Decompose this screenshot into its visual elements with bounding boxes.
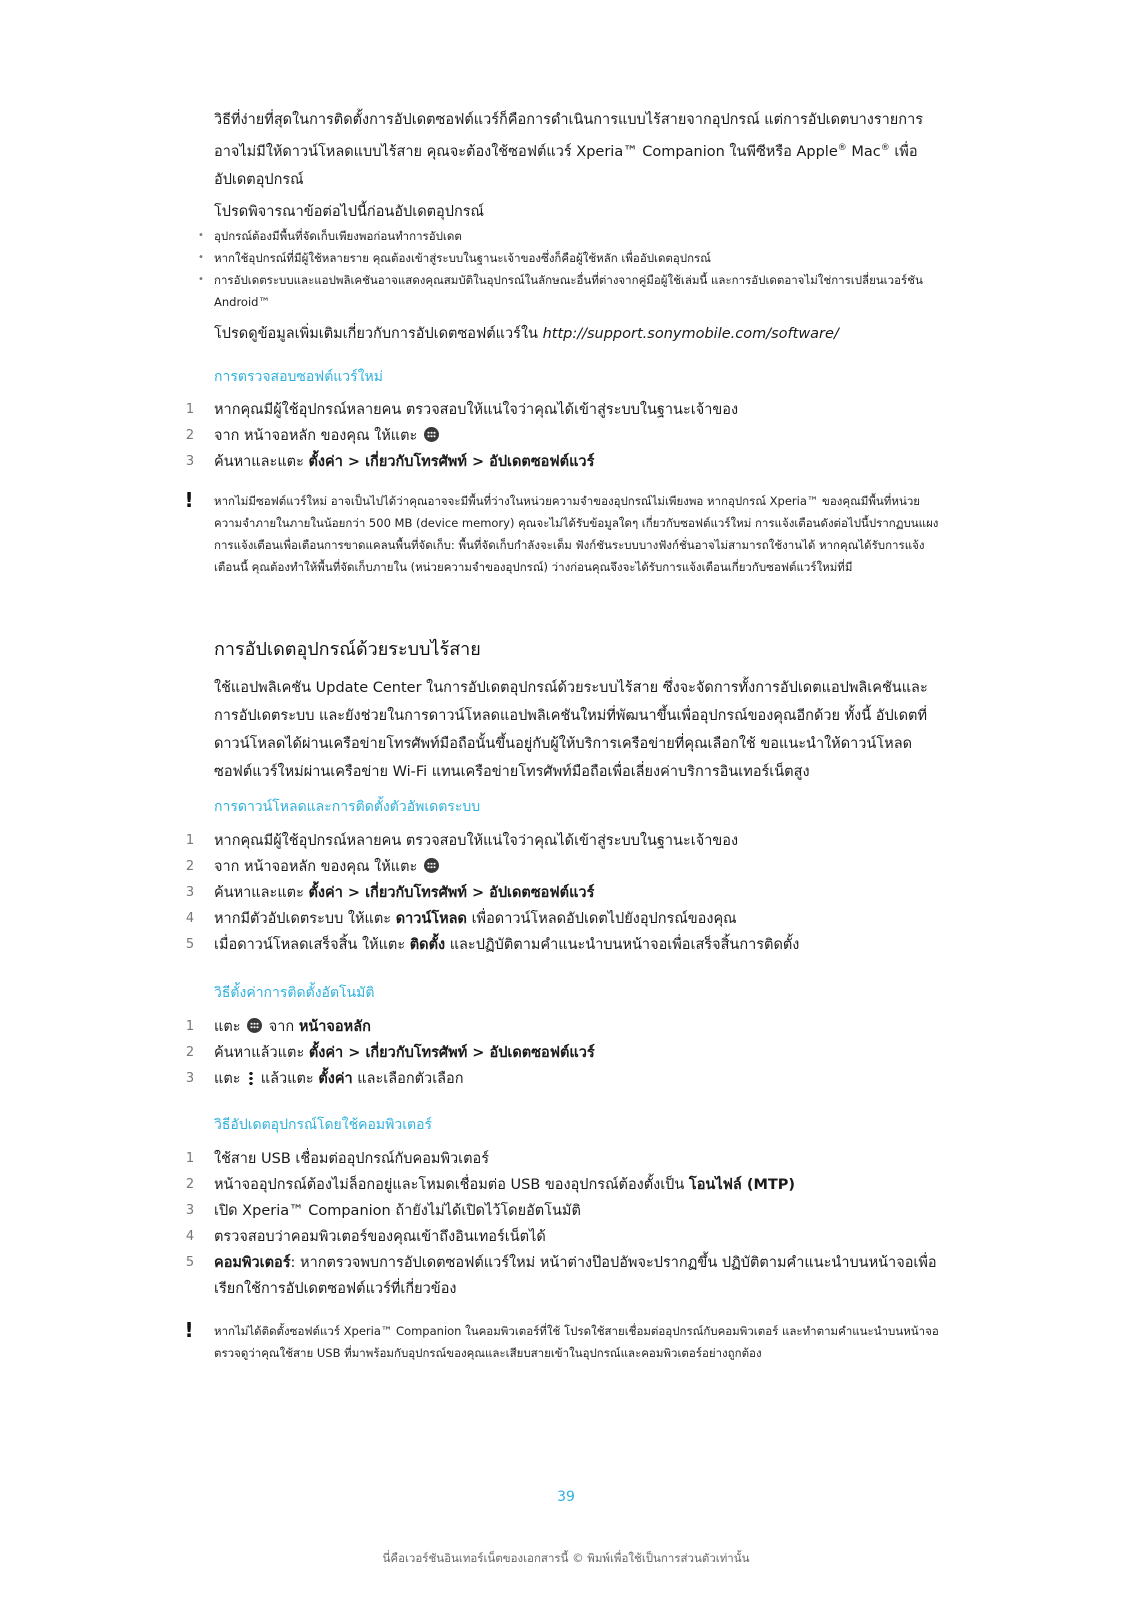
section-title-download: การดาวน์โหลดและการติดตั้งตัวอัพเดตระบบ [214,799,481,815]
intro-bullet-list [198,225,944,313]
list-item: 5 คอมพิวเตอร์: หากตรวจพบการอัปเดตซอฟต์แวร์ใหม่ หน้าต่างป๊อปอัพจะปรากฏขึ้น ปฏิบัติตามคำแนะนำบนหน้าจอเพื่อเรียกใช้การอัปเดตซอฟต์แวร์ที่เกี่ยวข้อง [185,1255,937,1297]
list-item: • อุปกรณ์ต้องมีพื้นที่จัดเก็บเพียงพอก่อนทำการอัปเดต [198,225,944,247]
list-item: 3 ค้นหาและแตะ ตั้งค่า > เกี่ยวกับโทรศัพท์ > อัปเดตซอฟต์แวร์ [185,885,595,901]
wireless-paragraph: ใช้แอปพลิเคชัน Update Center ในการอัปเดตอุปกรณ์ด้วยระบบไร้สาย ซึ่งจะจัดการทั้งการอัปเดตแอปพลิเคชันและการอัปเดตระบบ และยังช่วยในการดาวน์โหลดแอปพลิเคชันใหม่ที่พัฒนาขึ้นเพื่ออุปกรณ์ของคุณอีกด้วย ทั้งนี้ อัปเดตที่ดาวน์โหลดได้ผ่านเครือข่ายโทรศัพท์มือถือนั้นขึ้นอยู่กับผู้ให้บริการเครือข่ายที่คุณเลือกใช้ ขอแนะนำให้ดาวน์โหลดซอฟต์แวร์ใหม่ผ่านเครือข่าย Wi-Fi แทนเครือข่ายโทรศัพท์มือถือเพื่อเลี่ยงค่าบริการอินเทอร์เน็ตสูง [214,680,928,780]
list-item: 1 ใช้สาย USB เชื่อมต่ออุปกรณ์กับคอมพิวเตอร์ [185,1151,490,1167]
intro-paragraph [214,106,944,194]
page-number: 39 [557,1489,575,1505]
list-item: 2 จาก หน้าจอหลัก ของคุณ ให้แตะ [180,854,960,880]
auto-steps [180,1014,960,1092]
list-item: 5 เมื่อดาวน์โหลดเสร็จสิ้น ให้แตะ ติดตั้ง และปฏิบัติตามคำแนะนำบนหน้าจอเพื่อเสร็จสิ้นการติดตั้ง [185,937,800,953]
registered-mark: ® [880,143,890,153]
list-item: • หากใช้อุปกรณ์ที่มีผู้ใช้หลายราย คุณต้องเข้าสู่ระบบในฐานะเจ้าของซึ่งก็คือผู้ใช้หลัก เพื่ออัปเดตอุปกรณ์ [198,247,944,269]
registered-mark: ® [837,143,847,153]
intro-consider: โปรดพิจารณาข้อต่อไปนี้ก่อนอัปเดตอุปกรณ์ [214,204,484,220]
list-item: 1 หากคุณมีผู้ใช้อุปกรณ์หลายคน ตรวจสอบให้แน่ใจว่าคุณได้เข้าสู่ระบบในฐานะเจ้าของ [185,402,739,418]
list-item: 2 จาก หน้าจอหลัก ของคุณ ให้แตะ [180,423,960,449]
section-title-check: การตรวจสอบซอฟต์แวร์ใหม่ [214,369,383,385]
list-item: • การอัปเดตระบบและแอปพลิเคชันอาจแสดงคุณสมบัติในอุปกรณ์ในลักษณะอื่นที่ต่างจากคู่มือผู้ใช้เล่มนี้ และการอัปเดตอาจไม่ใช่การเปลี่ยนเวอร์ชัน Android™ [198,269,944,313]
check-steps [180,397,960,475]
intro-text-a: วิธีที่ง่ายที่สุดในการติดตั้งการอัปเดตซอฟต์แวร์ก็คือการดำเนินการแบบไร้สายจากอุปกรณ์ แต่การอัปเดตบางรายการอาจไม่มีให้ดาวน์โหลดแบบไร้สาย คุณจะต้องใช้ซอฟต์แวร์ Xperia™ Companion ในพีซีหรือ Apple [214,112,924,160]
more-menu-icon [248,1070,253,1086]
support-link[interactable]: http://support.sonymobile.com/software/ [542,326,839,342]
section-title-wireless: การอัปเดตอุปกรณ์ด้วยระบบไร้สาย [214,639,481,660]
exclamation-icon: ! [184,488,194,512]
list-item: 2 หน้าจออุปกรณ์ต้องไม่ล็อกอยู่และโหมดเชื่อมต่อ USB ของอุปกรณ์ต้องตั้งเป็น โอนไฟล์ (MTP) [185,1177,796,1193]
page-footer: นี่คือเวอร์ชันอินเทอร์เน็ตของเอกสารนี้ © พิมพ์เพื่อใช้เป็นการส่วนตัวเท่านั้น [382,1551,750,1565]
note-companion: ! หากไม่ได้ติดตั้งซอฟต์แวร์ Xperia™ Companion ในคอมพิวเตอร์ที่ใช้ โปรดใช้สายเชื่อมต่ออุปกรณ์กับคอมพิวเตอร์ และทำตามคำแนะนำบนหน้าจอ ตรวจดูว่าคุณใช้สาย USB ที่มาพร้อมกับอุปกรณ์ของคุณและเสียบสายเข้าในอุปกรณ์และคอมพิวเตอร์อย่างถูกต้อง [184,1318,939,1360]
list-item: 4 หากมีตัวอัปเดตระบบ ให้แตะ ดาวน์โหลด เพื่อดาวน์โหลดอัปเดตไปยังอุปกรณ์ของคุณ [185,911,737,927]
list-item: 3 เปิด Xperia™ Companion ถ้ายังไม่ได้เปิดไว้โดยอัตโนมัติ [185,1203,581,1219]
list-item: 3 แตะ แล้วแตะ ตั้งค่า และเลือกตัวเลือก [185,1071,464,1087]
list-item: 1 แตะ จาก หน้าจอหลัก [185,1019,371,1035]
note-storage: ! หากไม่มีซอฟต์แวร์ใหม่ อาจเป็นไปได้ว่าคุณอาจจะมีพื้นที่ว่างในหน่วยความจำของอุปกรณ์ไม่เพียงพอ หากอุปกรณ์ Xperia™ ของคุณมีพื้นที่หน่วยความจำภายในภายในน้อยกว่า 500 MB (device memory) คุณจะไม่ได้รับข้อมูลใดๆ เกี่ยวกับซอฟต์แวร์ใหม่ การแจ้งเตือนดังต่อไปนี้ปรากฏบนแผงการแจ้งเตือนเพื่อเตือนการขาดแคลนพื้นที่จัดเก็บ: พื้นที่จัดเก็บกำลังจะเต็ม ฟังก์ชันระบบบางฟังก์ชั่นอาจไม่สามารถใช้งานได้ หากคุณได้รับการแจ้งเตือนนี้ คุณต้องทำให้พื้นที่จัดเก็บภายใน (หน่วยความจำของอุปกรณ์) ว่างก่อนคุณจึงจะได้รับการแจ้งเตือนเกี่ยวกับซอฟต์แวร์ใหม่ที่มี [184,488,939,574]
list-item: 1 หากคุณมีผู้ใช้อุปกรณ์หลายคน ตรวจสอบให้แน่ใจว่าคุณได้เข้าสู่ระบบในฐานะเจ้าของ [185,833,739,849]
apps-icon [247,1018,262,1033]
apps-icon [424,427,439,442]
exclamation-icon: ! [184,1318,194,1342]
intro-text-b: Mac [846,143,881,160]
list-item: 2 ค้นหาแล้วแตะ ตั้งค่า > เกี่ยวกับโทรศัพท์ > อัปเดตซอฟต์แวร์ [185,1045,595,1061]
more-info-paragraph: โปรดดูข้อมูลเพิ่มเติมเกี่ยวกับการอัปเดตซอฟต์แวร์ใน http://support.sonymobile.com/software/ [214,326,839,342]
list-item: 4 ตรวจสอบว่าคอมพิวเตอร์ของคุณเข้าถึงอินเทอร์เน็ตได้ [185,1229,546,1245]
section-title-computer: วิธีอัปเดตอุปกรณ์โดยใช้คอมพิวเตอร์ [214,1117,432,1133]
intro-text-c: เพื่ออัปเดตอุปกรณ์ [214,143,918,188]
list-item: 3 ค้นหาและแตะ ตั้งค่า > เกี่ยวกับโทรศัพท์ > อัปเดตซอฟต์แวร์ [185,454,595,470]
section-title-auto: วิธีตั้งค่าการติดตั้งอัตโนมัติ [214,985,375,1001]
apps-icon [424,858,439,873]
computer-steps [180,1146,960,1302]
download-steps [180,828,960,958]
